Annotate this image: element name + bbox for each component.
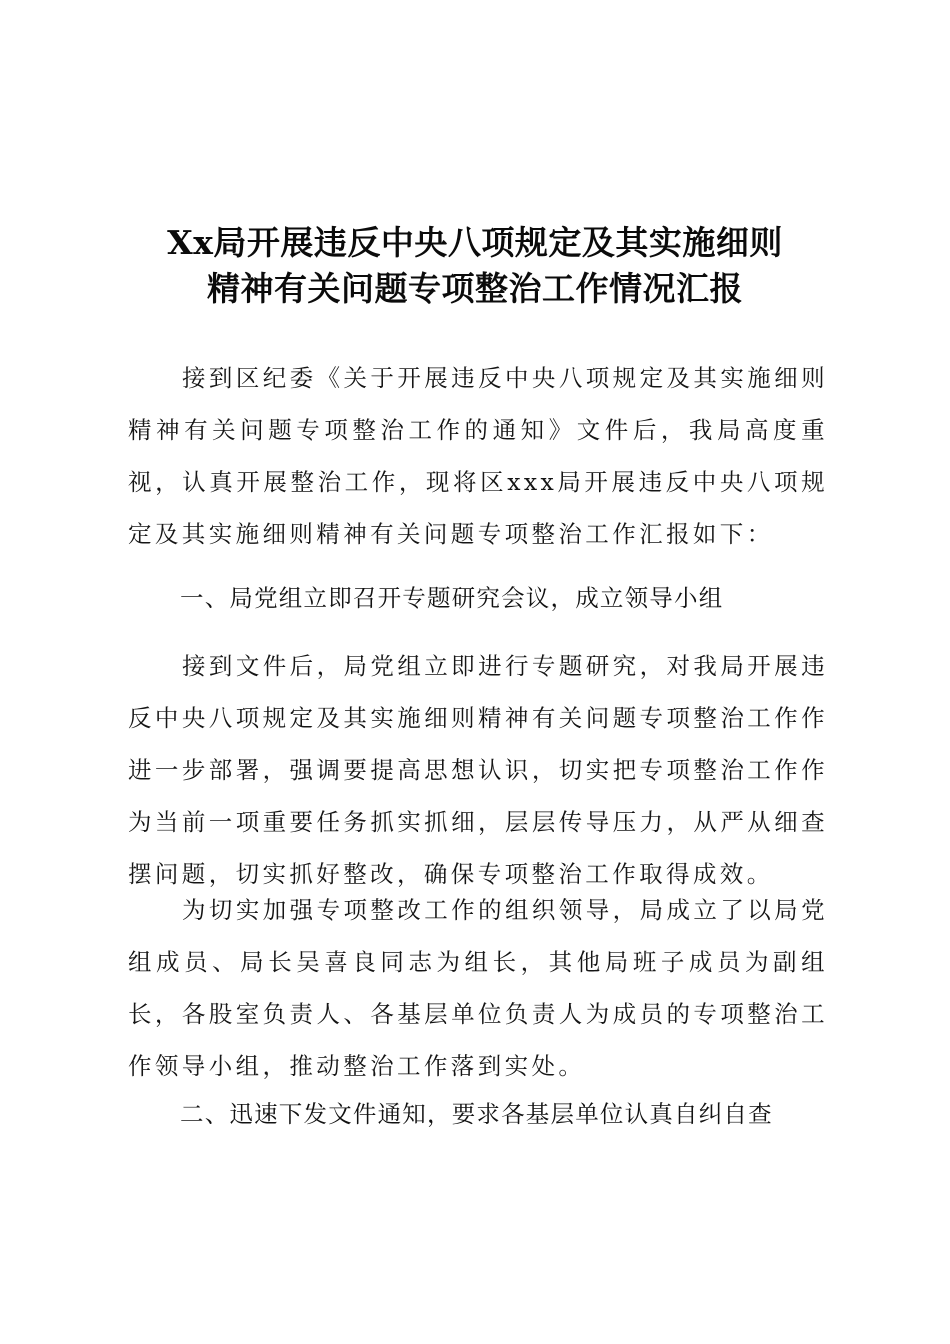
section-2-heading: 二、迅速下发文件通知，要求各基层单位认真自纠自查 [180,1100,773,1128]
section-1-paragraph-2: 为切实加强专项整改工作的组织领导，局成立了以局党组成员、局长吴喜良同志为组长，其他局班子成员为副组长，各股室负责人、各基层单位负责人为成员的专项整治工作领导小组，推动整治工作落到实处。 [128,896,828,1080]
document-title-line-2: 精神有关问题专项整治工作情况汇报 [207,269,743,308]
section-1-paragraph-1: 接到文件后，局党组立即进行专题研究，对我局开展违反中央八项规定及其实施细则精神有关问题专项整治工作作进一步部署，强调要提高思想认识，切实把专项整治工作作为当前一项重要任务抓实抓细，层层传导压力，从严从细查摆问题，切实抓好整改，确保专项整治工作取得成效。 [128,652,828,888]
intro-paragraph: 接到区纪委《关于开展违反中央八项规定及其实施细则精神有关问题专项整治工作的通知》文件后，我局高度重视，认真开展整治工作，现将区xxx局开展违反中央八项规定及其实施细则精神有关问题专项整治工作汇报如下： [128,364,828,548]
section-1-heading: 一、局党组立即召开专题研究会议，成立领导小组 [180,584,724,612]
document-title-line-1: Xx局开展违反中央八项规定及其实施细则 [167,223,783,262]
